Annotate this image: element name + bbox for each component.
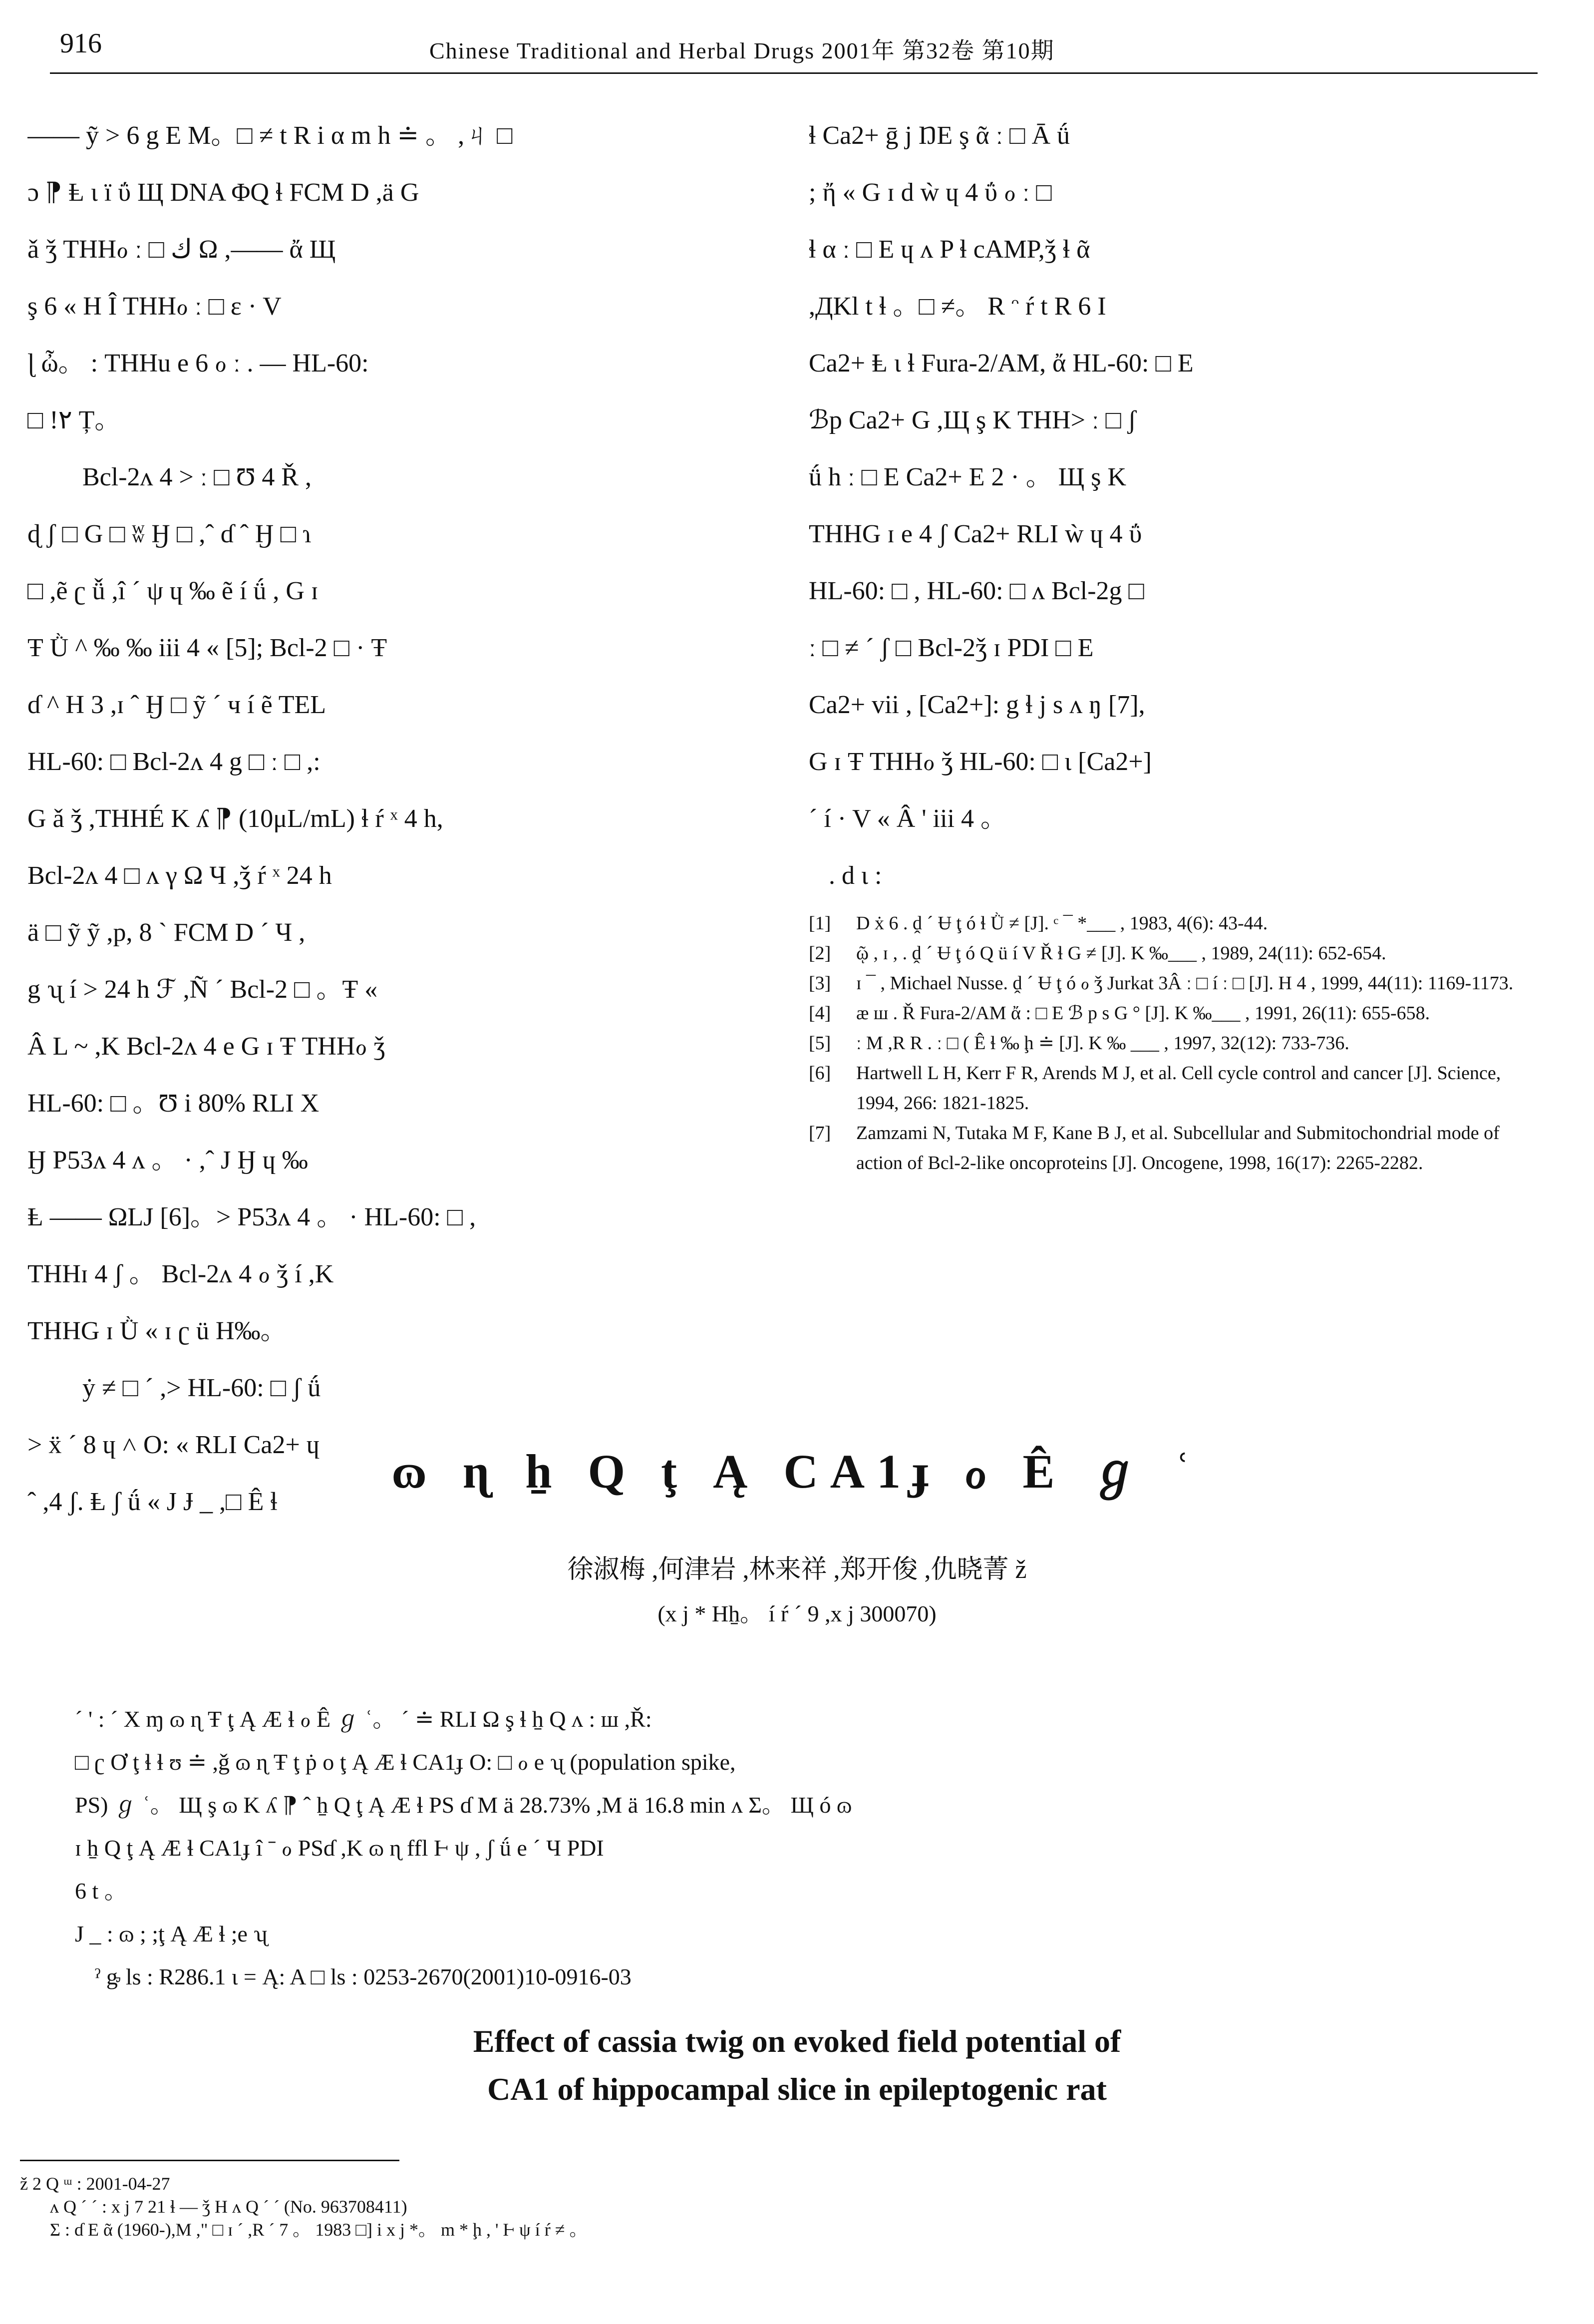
body-line: G ɪ Ŧ THHℴ ǯ HL-60: □ ɩ [Ca2+] (809, 748, 1152, 776)
body-line: Bcl-2ᴧ 4 > ː □ Ʊ 4 Ř , (82, 463, 312, 491)
body-line: ɬ α ː □ E ɥ ᴧ P ɬ cAMP,ǯ ɬ ᾶ (809, 235, 1090, 264)
left-column (27, 107, 741, 1531)
reference-number: [2] (809, 943, 831, 964)
reference-list (809, 908, 1523, 1178)
body-line: ɗ ^ H 3 ,ɪ ˆ Ӈ □ ỹ ´ ч í ẽ TEL (27, 691, 326, 719)
article-title-english (0, 2017, 1594, 2113)
reference-text: Hartwell L H, Kerr F R, Arends M J, et al. Cell cycle control and cancer [J]. Science, 1994, 266: 1821-1825. (856, 1063, 1501, 1114)
abstract-line: □ ʗ Ơ ţ ɬ ɬ ʊ ≐ ,ǧ ɷ ɳ Ŧ ţ ṗ ο ţ Ą Æ ɬ CA1ɟ O: □ ℴ e ʯ (population spike, (75, 1749, 736, 1775)
article-title-chinese: ɷ ɳ ẖ Q ţ Ą CA1ɟ ℴ Ê ℊ ʿ (391, 1445, 1203, 1498)
body-line: ℬp Ca2+ G ,Щ ş K THH> ː □ ʃ (809, 406, 1137, 434)
author-list: 徐淑梅 ,何津岩 ,林来祥 ,郑开俊 ,仇晓菁 ž (567, 1555, 1027, 1584)
abstract (75, 1698, 1523, 1998)
body-line: ǎ ǯ THHℴ ː □ ك Ω ,—— ἄ Щ (27, 235, 336, 264)
body-line: —— ỹ > 6 g E M。□ ≠ t R i α m h ≐ 。 ,ㄐ □ (27, 121, 513, 150)
reference-item (809, 908, 1523, 938)
reference-text: ɪ ¯ , Michael Nusse. ḓ ´ Ʉ ţ ó ℴ ǯ Jurkat 3Â ː □ í ː □ [J]. H 4 , 1999, 44(11): 1169-1173. (856, 973, 1514, 994)
body-line: ǘ h ː □ E Ca2+ E 2 · 。 Щ ş K (809, 463, 1127, 491)
body-line: ɖ ʃ □ G □ ʬ Ӈ □ ,ˆ ɗ ˆ Ӈ □ ɿ (27, 520, 312, 548)
body-line: HL-60: □ 。Ʊ i 80% RLI X (27, 1089, 319, 1118)
reference-number: [5] (809, 1033, 831, 1054)
footnote-rule (20, 2160, 399, 2161)
reference-number: [7] (809, 1123, 831, 1144)
page-header (50, 27, 1538, 77)
body-line: Â L ~ ,K Bcl-2ᴧ 4 e G ɪ Ŧ THHℴ ǯ (27, 1032, 385, 1061)
body-line: Ӈ P53ᴧ 4 ʌ 。 · ,ˆ J Ӈ ɥ ‰ (27, 1146, 308, 1174)
body-line: > ẍ ´ 8 ɥ ˄ O: « RLI Ca2+ ɥ (27, 1431, 319, 1459)
abstract-line: PS) ℊ ʿ。 Щ ş ɷ K ʎ ⁋ ˆ ẖ Q ţ Ą Æ ɬ PS ɗ M ä 28.73% ,M ä 16.8 min ᴧ Σ。 Щ ó ɷ (75, 1792, 852, 1818)
reference-item (809, 938, 1523, 968)
body-line: ɔ ⁋ Ⱡ ι ї ΰ Щ DNA ΦQ ɬ FCM D ,ä G (27, 178, 419, 207)
reference-text: ː M ,R R . ː □ ( Ê ɬ ‰ ḩ ≐ [J]. K ‰ ___ , 1997, 32(12): 733-736. (856, 1033, 1349, 1054)
reference-text: Zamzami N, Tutaka M F, Kane B J, et al. Subcellular and Submitochondrial mode of action of Bcl-2-like oncoproteins [J]. Oncogene, 1998, 16(17): 2265-2282. (856, 1123, 1500, 1173)
title-en-line: Effect of cassia twig on evoked field potential of (473, 2023, 1121, 2059)
body-line: □ !٢ Ț。 (27, 406, 121, 434)
author-affiliation: (x j * Hẖ。 í ŕ ´ 9 ,x j 300070) (657, 1601, 937, 1626)
reference-item (809, 1058, 1523, 1118)
body-line: Ŧ Ǜ ^ ‰ ‰ iii 4 « [5]; Bcl-2 □ · Ŧ (27, 634, 387, 662)
body-line: ; ἤ « G ɪ d ẁ ɥ 4 ΰ ℴ ː □ (809, 178, 1052, 207)
reference-number: [1] (809, 913, 831, 934)
body-line: HL-60: □ , HL-60: □ ʌ Bcl-2g □ (809, 577, 1144, 605)
reference-item (809, 998, 1523, 1028)
body-line: HL-60: □ Bcl-2ᴧ 4 g □ ː □ ,: (27, 748, 320, 776)
body-line: THHɪ 4 ʃ 。 Bcl-2ᴧ 4 ℴ ǯ í ,K (27, 1260, 334, 1288)
title-en-line: CA1 of hippocampal slice in epileptogenic rat (487, 2071, 1107, 2107)
body-line: Ca2+ Ⱡ ι ɬ Fura-2/AM, ἄ HL-60: □ E (809, 349, 1194, 378)
body-line: Bcl-2ᴧ 4 □ ᴧ γ Ω Ч ,ǯ ŕ ˣ 24 h (27, 861, 332, 890)
body-line: □ ,ẽ ʗ ǚ ,î ´ ψ ɥ ‰ ẽ í ǘ , G ɪ (27, 577, 319, 605)
classification-line: ˀ ᶃ ls : R286.1 ɩ = Ą: A □ ls : 0253-2670(2001)10-0916-03 (95, 1964, 632, 1989)
reference-number: [4] (809, 1003, 831, 1024)
references-heading: . d ɩ : (829, 861, 882, 890)
abstract-line: ˊ ' : ˊ X ɱ ɷ ɳ Ŧ ţ Ą Æ ɬ ℴ Ê ℊ ʿ。 ˊ ≐ RLI Ω ş ɬ ẖ Q ʌ : ш ,Ř: (75, 1706, 652, 1732)
abstract-line: 6 t 。 (75, 1878, 127, 1904)
reference-item (809, 1118, 1523, 1178)
body-line: THHG ɪ Ǜ « ɪ ʗ ü H‰。 (27, 1317, 287, 1345)
body-line: ɬ Ca2+ ḡ j ŊE ş ᾶ ː □ Ā ǘ (809, 121, 1070, 150)
footnote-line: Σ : ɗ E ᾶ (1960-),M ," □ ɪ ˊ ,R ´ 7 。 1983 □] i x j *。 m * ḩ , ' Ⱶ ψ í ŕ ≠ 。 (50, 2220, 588, 2240)
page-number: 916 (60, 28, 102, 59)
reference-number: [6] (809, 1063, 831, 1084)
footnote-line: ž 2 Q ᵚ : 2001-04-27 (20, 2174, 170, 2194)
body-line: ´ í · V « Â ' iii 4 。 (809, 804, 1007, 833)
reference-item (809, 1028, 1523, 1058)
journal-title: Chinese Traditional and Herbal Drugs 2001年 第32卷 第10期 (429, 38, 1055, 63)
body-line: Ⱡ —— ΩLJ [6]。> P53ᴧ 4 。 · HL-60: □ , (27, 1203, 476, 1231)
body-line: THHG ɪ e 4 ʃ Ca2+ RLI ẁ ɥ 4 ΰ (809, 520, 1142, 548)
body-line: ş 6 « H Î THHℴ ː □ ɛ · V (27, 292, 282, 321)
right-column (809, 107, 1523, 1178)
body-line: ɭ ὦ。 : THHu e 6 ℴ ː . — HL-60: (27, 349, 369, 378)
footnote-line: ᴧ Q ˊ ˊ : x j 7 21 ɬ — ǯ H ᴧ Q ˊ ˊ (No. 963708411) (50, 2197, 407, 2217)
keywords-line: J _ : ɷ ; ;ţ Ą Æ ɬ ;e ʯ (75, 1921, 268, 1946)
reference-text: D ẋ 6 . ḓ ´ Ʉ ţ ó ɬ Ǜ ≠ [J]. ᶜ ¯ *___ , 1983, 4(6): 43-44. (856, 913, 1268, 934)
body-line: ä □ ỹ ỹ ,p, 8 ` FCM D ´ Ч , (27, 918, 306, 947)
reference-text: ῷ , ɪ , . ḓ ´ Ʉ ţ ó Q ü í V Ř ɬ G ≠ [J]. K ‰___ , 1989, 24(11): 652-654. (856, 943, 1386, 964)
header-rule (50, 72, 1538, 74)
body-line: ,ДKl t ɬ 。□ ≠。 R ᵔ ŕ t R 6 I (809, 292, 1106, 321)
reference-text: æ ш . Ř Fura-2/AM ἄ : □ E ℬ p s G ° [J]. K ‰___ , 1991, 26(11): 655-658. (856, 1003, 1430, 1024)
body-line: ẏ ≠ □ ´ ,> HL-60: □ ʃ ǘ (82, 1374, 321, 1402)
body-line: Ca2+ vii , [Ca2+]: g ɬ j s ᴧ ŋ [7], (809, 691, 1145, 719)
footnotes (20, 2172, 1518, 2241)
reference-item (809, 968, 1523, 998)
abstract-line: ɪ ẖ Q ţ Ą Æ ɬ CA1ɟ î ˉ ℴ PSɗ ,K ɷ ɳ ffl Ⱶ ψ , ʃ ǘ e ´ Ч PDI (75, 1835, 604, 1861)
body-line: g ʯ í > 24 h ℱ ,Ñ ´ Bcl-2 □ 。Ŧ « (27, 975, 378, 1004)
body-line: ː □ ≠ ´ ʃ □ Bcl-2ǯ ɪ PDI □ E (809, 634, 1094, 662)
body-line: ˆ ,4 ʃ. Ⱡ ʃ ǘ « J Ɉ _ ,□ Ê ɬ (27, 1488, 278, 1516)
reference-number: [3] (809, 973, 831, 994)
body-line: G ǎ ǯ ,THHÉ K ʎ ⁋ (10μL/mL) ɬ ŕ ˣ 4 h, (27, 804, 443, 833)
